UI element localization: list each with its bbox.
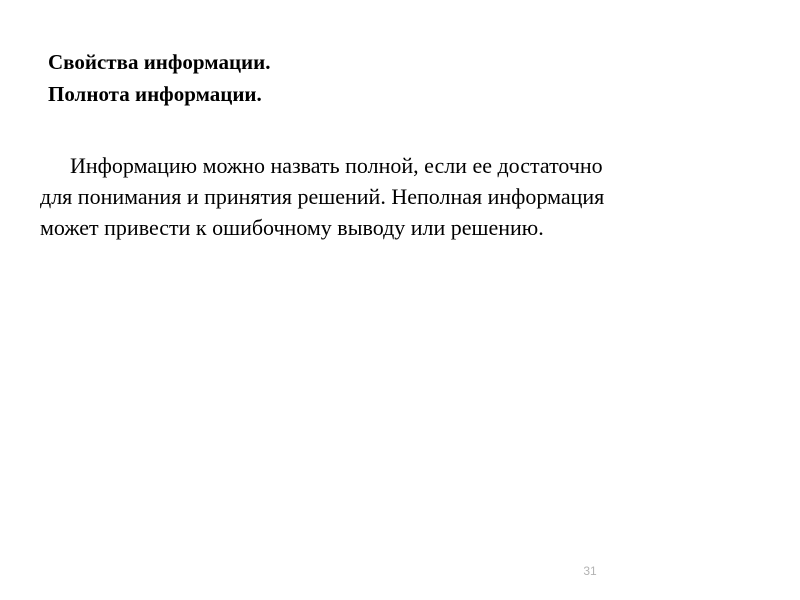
body-line-3: может привести к ошибочному выводу или решению. [40, 215, 544, 240]
body-line-1: Информацию можно назвать полной, если ее достаточно [70, 153, 603, 178]
body-paragraph [40, 150, 760, 243]
title-line-2: Полнота информации. [48, 82, 262, 106]
title-line-1: Свойства информации. [48, 50, 271, 74]
page-number: 31 [583, 564, 597, 578]
slide-title [48, 46, 271, 110]
body-line-2: для понимания и принятия решений. Неполная информация [40, 184, 605, 209]
